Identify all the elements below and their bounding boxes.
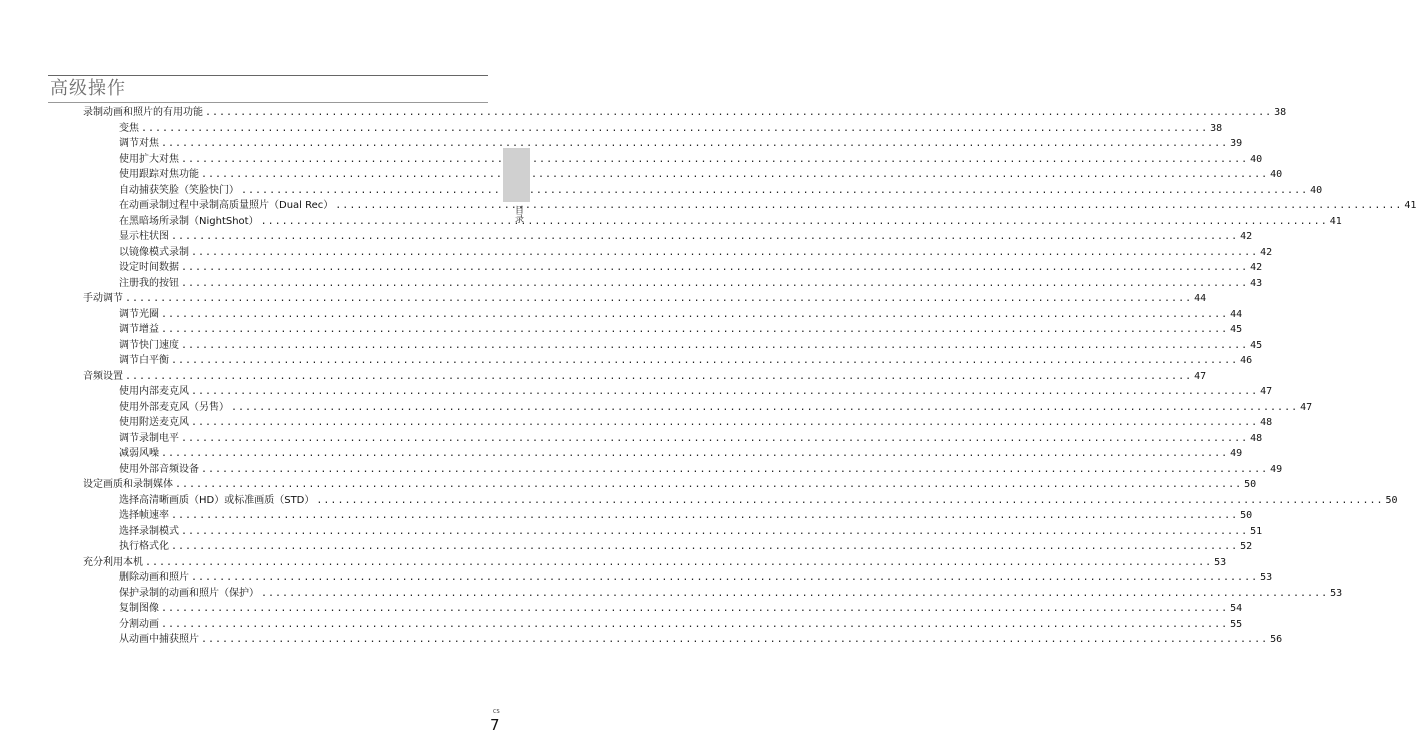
toc-leader-dots	[181, 260, 1248, 276]
toc-entry-label: 调节录制电平	[119, 432, 179, 444]
toc-entry-page: 46	[1240, 355, 1253, 366]
toc-leader-dots	[161, 617, 1228, 633]
toc-entry-page: 49	[1270, 463, 1283, 475]
toc-leader-dots	[181, 276, 1248, 292]
toc-subsection-entry[interactable]	[0, 446, 1243, 462]
toc-entry-label: 录制动画和照片的有用功能	[83, 107, 203, 118]
toc-entry-label: 删除动画和照片	[119, 572, 189, 583]
toc-entry-page: 41	[1329, 215, 1342, 227]
toc-entry-page: 42	[1260, 246, 1273, 258]
toc-subsection-entry[interactable]	[0, 400, 1313, 416]
toc-entry-label: 调节光圈	[119, 308, 159, 320]
toc-entry-page: 51	[1250, 525, 1263, 537]
toc-leader-dots	[191, 415, 1258, 431]
toc-leader-dots	[201, 462, 1268, 478]
toc-subsection-entry[interactable]	[0, 570, 1273, 586]
toc-entry-page: 42	[1240, 231, 1253, 242]
toc-section-entry[interactable]	[0, 105, 1287, 121]
side-tab[interactable]	[503, 148, 530, 202]
toc-entry-label: 在黑暗场所录制（NightShot）	[119, 215, 259, 227]
toc-entry-label: 注册我的按钮	[119, 277, 179, 289]
toc-entry-page: 49	[1230, 448, 1243, 459]
toc-leader-dots	[161, 307, 1228, 323]
toc-leader-dots	[171, 229, 1238, 245]
toc-subsection-entry[interactable]	[0, 322, 1243, 338]
toc-subsection-entry[interactable]	[0, 431, 1263, 447]
toc-leader-dots	[171, 539, 1238, 555]
toc-entry-label: 音频设置	[83, 370, 123, 382]
toc-entry-label: 使用附送麦克风	[119, 417, 189, 428]
toc-subsection-entry[interactable]	[0, 353, 1253, 369]
toc-entry-page: 45	[1230, 324, 1243, 335]
toc-leader-dots	[261, 214, 1328, 230]
toc-entry-page: 40	[1250, 153, 1263, 165]
toc-leader-dots	[181, 524, 1248, 540]
toc-entry-label: 执行格式化	[119, 541, 169, 552]
toc-entry-page: 41	[1404, 200, 1416, 211]
toc-leader-dots	[335, 198, 1402, 214]
toc-entry-label: 减弱风噪	[119, 448, 159, 459]
toc-entry-label: 保护录制的动画和照片（保护）	[119, 587, 259, 599]
toc-leader-dots	[171, 508, 1238, 524]
toc-subsection-entry[interactable]	[0, 601, 1243, 617]
toc-leader-dots	[125, 369, 1192, 385]
toc-entry-label: 显示柱状图	[119, 231, 169, 242]
toc-entry-page: 54	[1230, 603, 1243, 614]
toc-entry-label: 选择录制模式	[119, 525, 179, 537]
toc-entry-label: 调节白平衡	[119, 355, 169, 366]
toc-entry-page: 48	[1260, 417, 1273, 428]
toc-entry-label: 使用跟踪对焦功能	[119, 169, 199, 180]
toc-entry-page: 42	[1250, 262, 1263, 273]
toc-leader-dots	[201, 632, 1268, 648]
toc-leader-dots	[316, 493, 1383, 509]
toc-entry-page: 43	[1250, 277, 1263, 289]
toc-subsection-entry[interactable]	[0, 493, 1398, 509]
toc-subsection-entry[interactable]	[0, 508, 1253, 524]
toc-subsection-entry[interactable]	[0, 539, 1253, 555]
toc-entry-page: 38	[1210, 122, 1223, 134]
toc-entry-label: 从动画中捕获照片	[119, 634, 199, 645]
toc-subsection-entry[interactable]	[0, 632, 1283, 648]
toc-subsection-entry[interactable]	[0, 245, 1273, 261]
toc-entry-label: 使用内部麦克风	[119, 386, 189, 397]
toc-entry-page: 52	[1240, 541, 1253, 552]
toc-entry-page: 47	[1194, 370, 1207, 382]
toc-entry-page: 53	[1260, 572, 1273, 583]
toc-entry-label: 选择帧速率	[119, 510, 169, 521]
toc-leader-dots	[141, 121, 1208, 137]
toc-subsection-entry[interactable]	[0, 307, 1243, 323]
toc-entry-label: 分割动画	[119, 618, 159, 630]
toc-leader-dots	[201, 167, 1268, 183]
toc-entry-label: 手动调节	[83, 293, 123, 304]
toc-entry-page: 44	[1194, 293, 1207, 304]
toc-leader-dots	[161, 322, 1228, 338]
toc-leader-dots	[181, 338, 1248, 354]
toc-subsection-entry[interactable]	[0, 260, 1263, 276]
toc-leader-dots	[261, 586, 1328, 602]
toc-entry-page: 53	[1330, 587, 1343, 599]
toc-leader-dots	[231, 400, 1298, 416]
toc-entry-page: 47	[1260, 386, 1273, 397]
toc-subsection-entry[interactable]	[0, 524, 1263, 540]
toc-leader-dots	[191, 384, 1258, 400]
toc-leader-dots	[161, 446, 1228, 462]
toc-leader-dots	[191, 570, 1258, 586]
toc-leader-dots	[181, 152, 1248, 168]
toc-subsection-entry[interactable]	[0, 462, 1283, 478]
toc-section-entry[interactable]	[0, 369, 1207, 385]
toc-entry-label: 使用外部麦克风（另售）	[119, 401, 229, 413]
toc-subsection-entry[interactable]	[0, 229, 1253, 245]
toc-subsection-entry[interactable]	[0, 338, 1263, 354]
toc-section-entry[interactable]	[0, 291, 1207, 307]
toc-entry-page: 53	[1214, 556, 1227, 568]
toc-leader-dots	[205, 105, 1272, 121]
table-of-contents	[0, 105, 1416, 648]
toc-entry-label: 使用扩大对焦	[119, 153, 179, 165]
toc-entry-page: 55	[1230, 618, 1243, 630]
toc-entry-page: 40	[1310, 184, 1323, 196]
toc-entry-page: 39	[1230, 138, 1243, 149]
toc-entry-page: 56	[1270, 634, 1283, 645]
toc-entry-label: 选择高清晰画质（HD）或标准画质（STD）	[119, 494, 315, 506]
toc-subsection-entry[interactable]	[0, 617, 1243, 633]
toc-leader-dots	[161, 601, 1228, 617]
toc-leader-dots	[145, 555, 1212, 571]
toc-leader-dots	[175, 477, 1242, 493]
toc-subsection-entry[interactable]	[0, 586, 1343, 602]
toc-entry-page: 40	[1270, 169, 1283, 180]
page-number: 7	[490, 716, 500, 734]
toc-entry-label: 以镜像模式录制	[119, 246, 189, 258]
toc-leader-dots	[181, 431, 1248, 447]
page-title: 高级操作	[50, 78, 126, 99]
language-code: CS	[493, 709, 500, 715]
toc-entry-label: 变焦	[119, 122, 139, 134]
toc-subsection-entry[interactable]	[0, 384, 1273, 400]
toc-entry-page: 45	[1250, 339, 1263, 351]
toc-entry-page: 50	[1240, 510, 1253, 521]
toc-subsection-entry[interactable]	[0, 415, 1273, 431]
toc-section-entry[interactable]	[0, 555, 1227, 571]
toc-entry-label: 使用外部音频设备	[119, 463, 199, 475]
toc-entry-label: 调节快门速度	[119, 339, 179, 351]
toc-leader-dots	[241, 183, 1308, 199]
toc-entry-label: 设定时间数据	[119, 262, 179, 273]
toc-subsection-entry[interactable]	[0, 121, 1223, 137]
toc-entry-label: 在动画录制过程中录制高质量照片（Dual Rec）	[119, 200, 334, 211]
toc-entry-page: 44	[1230, 308, 1243, 320]
toc-leader-dots	[125, 291, 1192, 307]
toc-entry-label: 设定画质和录制媒体	[83, 479, 173, 490]
toc-entry-page: 50	[1385, 494, 1398, 506]
toc-entry-page: 50	[1244, 479, 1257, 490]
toc-subsection-entry[interactable]	[0, 276, 1263, 292]
top-rule	[48, 75, 488, 76]
toc-entry-label: 复制图像	[119, 603, 159, 614]
toc-leader-dots	[171, 353, 1238, 369]
toc-leader-dots	[191, 245, 1258, 261]
toc-entry-page: 47	[1300, 401, 1313, 413]
toc-section-entry[interactable]	[0, 477, 1257, 493]
side-tab-label: 目录	[513, 205, 523, 223]
toc-entry-label: 调节增益	[119, 324, 159, 335]
toc-entry-page: 38	[1274, 107, 1287, 118]
toc-leader-dots	[161, 136, 1228, 152]
title-underline	[48, 102, 488, 103]
toc-entry-label: 调节对焦	[119, 138, 159, 149]
toc-entry-label: 自动捕获笑脸（笑脸快门）	[119, 184, 239, 196]
toc-entry-page: 48	[1250, 432, 1263, 444]
toc-entry-label: 充分利用本机	[83, 556, 143, 568]
